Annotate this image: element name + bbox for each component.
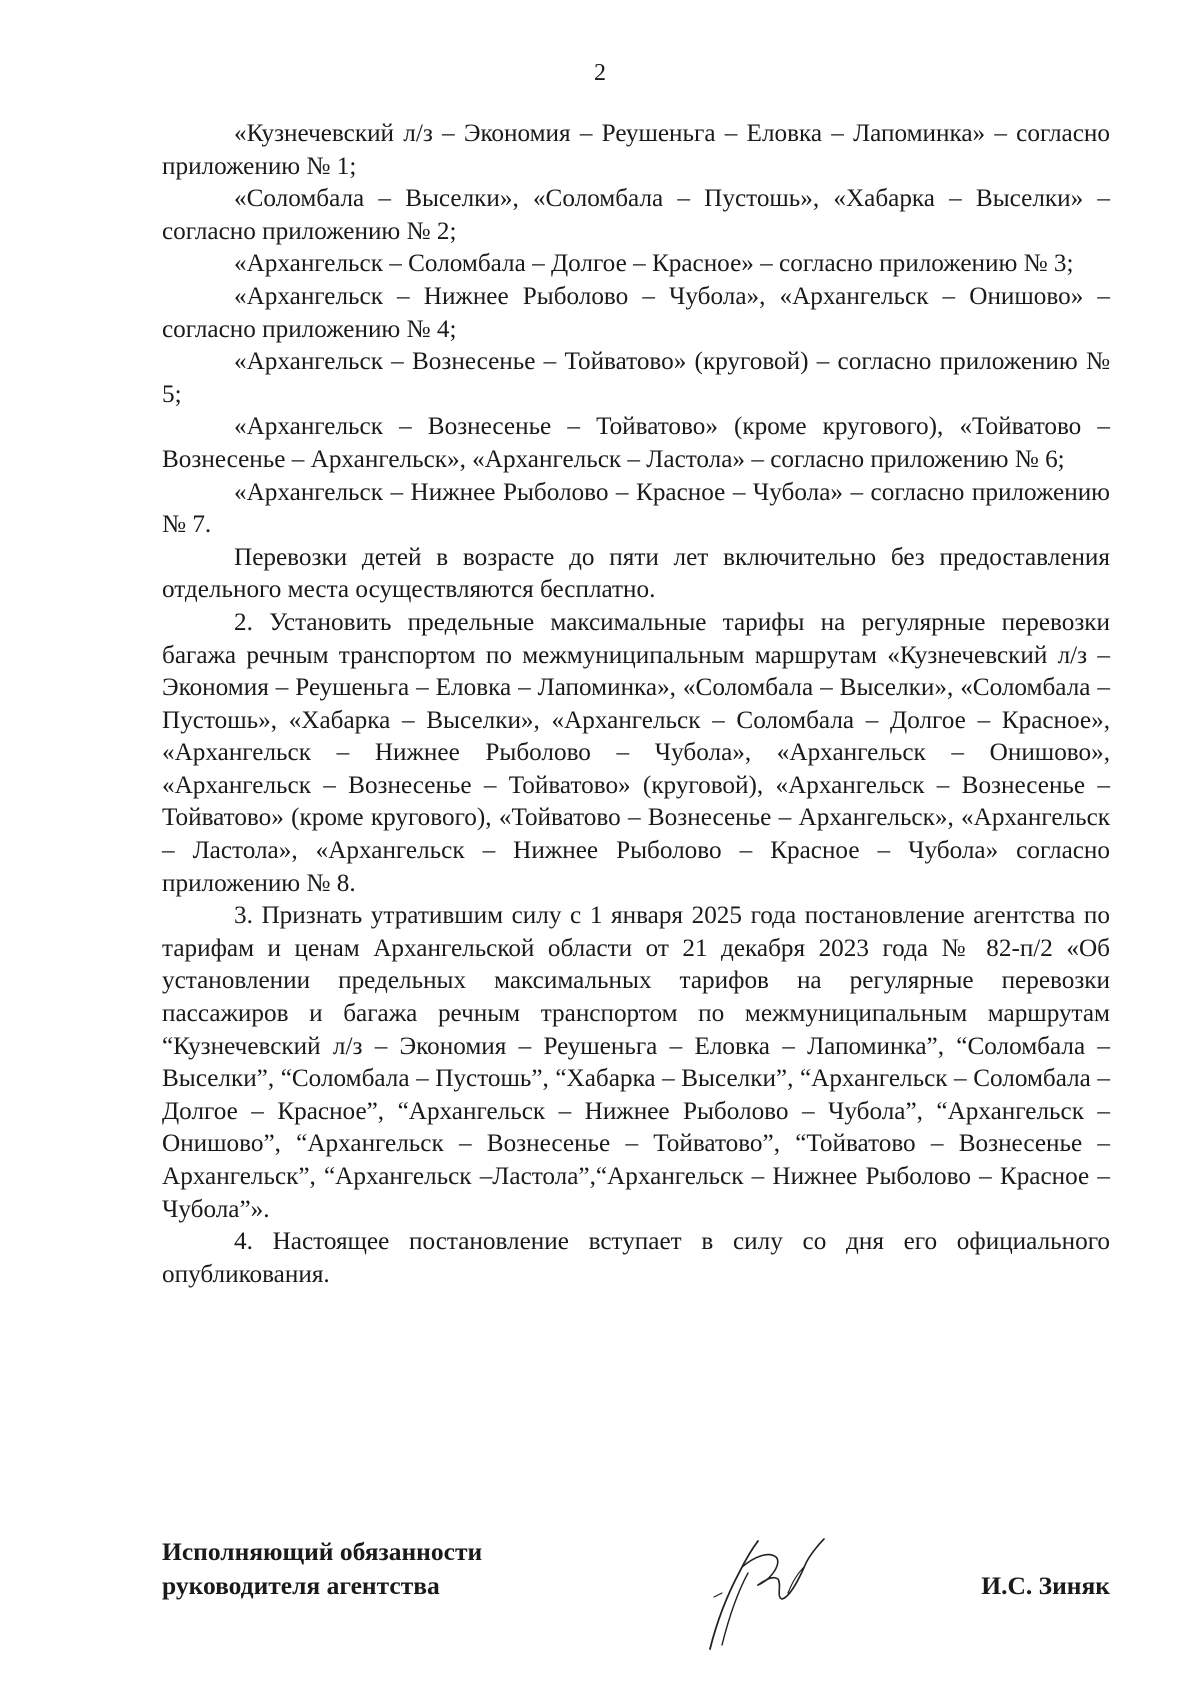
- signatory-title: [162, 1535, 482, 1603]
- paragraph-clause-3: 3. Признать утратившим силу с 1 января 2025 года постановление агентства по тарифам и ценам Архангельской области от 21 декабря 2023 года № 82-п/2 «Об установлении предельных максимальных тарифов на регулярные перевозки пассажиров и багажа речным транспортом по межмуниципальным маршрутам “Кузнечевский л/з – Экономия – Реушеньга – Еловка – Лапоминка”, “Соломбала – Выселки”, “Соломбала – Пустошь”, “Хабарка – Выселки”, “Архангельск – Соломбала – Долгое – Красное”, “Архангельск – Нижнее Рыболово – Чубола”, “Архангельск – Онишово”, “Архангельск – Вознесенье – Тойватово”, “Тойватово – Вознесенье – Архангельск”, “Архангельск –Ластола”,“Архангельск – Нижнее Рыболово – Красное – Чубола”».: [162, 902, 1110, 1223]
- paragraph-route-1: «Кузнечевский л/з – Экономия – Реушеньга – Еловка – Лапоминка» – согласно приложению № 1;: [162, 120, 1110, 180]
- signatory-title-line-1: Исполняющий обязанности: [162, 1537, 483, 1566]
- paragraph-route-7: «Архангельск – Нижнее Рыболово – Красное – Чубола» – согласно приложению № 7.: [162, 478, 1110, 539]
- paragraph-route-2: «Соломбала – Выселки», «Соломбала – Пустошь», «Хабарка – Выселки» – согласно приложению № 2;: [162, 185, 1110, 245]
- paragraph-route-5: «Архангельск – Вознесенье – Тойватово» (круговой) – согласно приложению № 5;: [162, 348, 1110, 408]
- paragraph-route-3: «Архангельск – Соломбала – Долгое – Красное» – согласно приложению № 3;: [234, 250, 1074, 278]
- paragraph-children-free: Перевозки детей в возрасте до пяти лет включительно без предоставления отдельного места осуществляются бесплатно.: [162, 543, 1110, 604]
- paragraph-clause-2: 2. Установить предельные максимальные тарифы на регулярные перевозки багажа речным транспортом по межмуниципальным маршрутам «Кузнечевский л/з – Экономия – Реушеньга – Еловка – Лапоминка», «Соломбала – Выселки», «Соломбала – Пустошь», «Хабарка – Выселки», «Архангельск – Соломбала – Долгое – Красное», «Архангельск – Нижнее Рыболово – Чубола», «Архангельск – Онишово», «Архангельск – Вознесенье – Тойватово» (круговой), «Архангельск – Вознесенье – Тойватово» (кроме кругового), «Тойватово – Вознесенье – Архангельск», «Архангельск – Ластола», «Архангельск – Нижнее Рыболово – Красное – Чубола» согласно приложению № 8.: [162, 608, 1110, 897]
- paragraph-route-6: «Архангельск – Вознесенье – Тойватово» (кроме кругового), «Тойватово – Вознесенье – Архангельск», «Архангельск – Ластола» – согласно приложению № 6;: [162, 413, 1110, 473]
- handwritten-signature: [692, 1527, 832, 1657]
- signatory-title-line-2: руководителя агентства: [162, 1571, 440, 1600]
- paragraph-clause-4: 4. Настоящее постановление вступает в силу со дня его официального опубликования.: [162, 1228, 1110, 1288]
- page-number: 2: [594, 60, 606, 86]
- signature-block: [162, 1535, 1110, 1655]
- signatory-name: И.С. Зиняк: [981, 1571, 1110, 1600]
- paragraph-route-4: «Архангельск – Нижнее Рыболово – Чубола», «Архангельск – Онишово» – согласно приложению № 4;: [162, 282, 1110, 343]
- document-body: [162, 118, 1110, 1291]
